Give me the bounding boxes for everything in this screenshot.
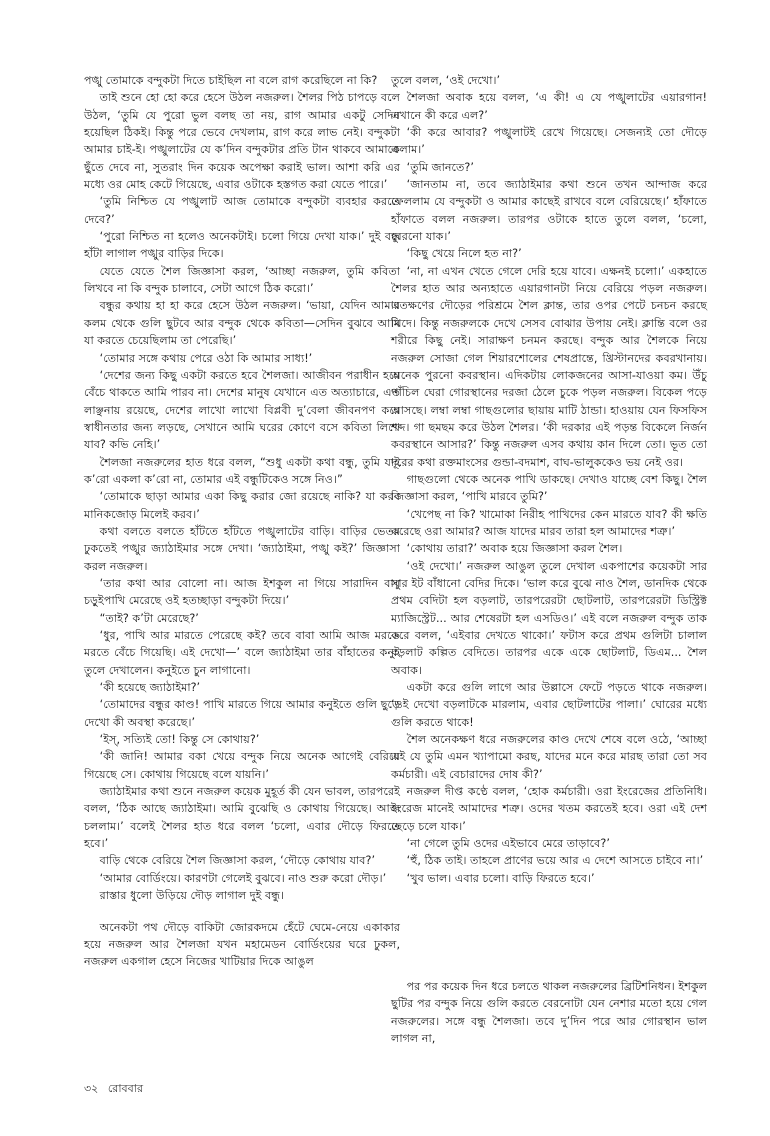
paragraph: ‘তুমি নিশ্চিত যে পঙ্খুলাট আজ তোমাকে বন্দুকটা ব্যবহার করতে দেবে?’ <box>84 195 400 226</box>
paragraph: গাছগুলো থেকে অনেক পাখি ডাকছে। দেখাও যাচ্ছে বেশ কিছু। শৈল জিজ্ঞাসা করল, ‘পাখি মারবে তুমি?’ <box>391 472 707 504</box>
paragraph: ‘আমার বোর্ডিংয়ে। কারণটা গেলেই বুঝবে। নাও শুরু করো দৌড়।’ <box>99 871 387 885</box>
paragraph: ‘তোমাকে ছাড়া আমার একা কিছু করার জো রয়েছে নাকি? যা করব মানিকজোড় মিলেই করব।’ <box>84 490 400 521</box>
paragraph: বাড়ি থেকে বেরিয়ে শৈল জিজ্ঞাসা করল, ‘দৌড়ে কোথায় যাব?’ <box>99 854 375 868</box>
paragraph: ‘পুরো নিশ্চিত না হলেও অনেকটাই। চলো গিয়ে দেখা যাক।’ দুই বন্ধু হাঁটা লাগাল পঙ্খুর বাড়ির দিকে। <box>84 230 400 261</box>
paragraph: শৈলজা অবাক হয়ে বলল, ‘এ কী! এ যে পঙ্খুলাটের এয়ারগান! এখানে কী করে এল?’ <box>391 91 707 122</box>
section-name: রোববার <box>107 1082 144 1095</box>
paragraph: ‘তার কথা আর বোলো না। আজ ইশকুল না গিয়ে সারাদিন বাবু চড়ুইপাখি মেরেছে ওই হতচ্ছাড়া বন্দুকটা দিয়ে।’ <box>84 576 400 608</box>
paragraph: পর পর কয়েক দিন ধরে চলতে থাকল নজরুলের ব্রিটিশনিধন। ইশকুল ছুটির পর বন্দুক নিয়ে গুলি করতে বেরনোটা যেন নেশার মতো হয়ে গেল নজরুলের। সঙ্গে বন্ধু শৈলজা। তবে দু’দিন পরে আর গোরস্থান ভাল লাগল না, <box>391 980 707 1046</box>
paragraph: ‘তোমাদের বন্ধুর কাণ্ড! পাখি মারতে গিয়ে আমার কনুইতে গুলি ছুড়ে দেখো কী অবস্থা করেছে।’ <box>84 698 400 729</box>
paragraph: ‘জানতাম না, তবে জ্যাঠাইমার কথা শুনে তখন আন্দাজ করে ফেললাম যে বন্দুকটা ও আমার কাছেই রাখবে বলে বেরিয়েছে।’ হাঁফাতে হাঁফাতে বলল নজরুল। তারপর ওটাকে হাতে তুলে বলল, ‘চলো, বেরনো যাক।’ <box>391 178 707 244</box>
paragraph: ‘কী করে আবার? পঙ্খুলাটই রেখে গিয়েছে। সেজন্যই তো দৌড়ে এলাম।’ <box>391 126 707 157</box>
paragraph: ‘কী হয়েছে জ্যাঠাইমা?’ <box>99 681 201 695</box>
paragraph: ‘দেশের জন্য কিছু একটা করতে হবে শৈলজা। আজীবন পরাধীন হয়ে বেঁচে থাকতে আমি পারব না। দেশের মানুষ যেখানে এত অত্যাচারে, এত লাঞ্ছনায় রয়েছে, দেশের লাখো লাখো বিপ্লবী দু’বেলা জীবনপণ করে স্বাধীনতার জন্য লড়ছে, সেখানে আমি ঘরের কোণে বসে কবিতা লিখে যাব? কভি নেহি।’ <box>84 368 400 452</box>
paragraph: ‘না গেলে তুমি ওদের এইভাবে মেরে তাড়াবে?’ <box>406 837 610 851</box>
paragraph: “তাই? ক’টা মেরেছে?’ <box>99 611 199 625</box>
paragraph: শৈলজা নজরুলের হাত ধরে বলল, “শুধু একটা কথা বন্ধু, তুমি যাই ক’রো একলা ক’রো না, তোমার এই বন্ধুটিকেও সঙ্গে নিও।” <box>84 455 400 486</box>
paragraph: ‘ধুর, পাখি আর মারতে পেরেছে কই? তবে বাবা আমি আজ মরতে মরতে বেঁচে গিয়েছি। এই দেখো—’ বলে জ্যাঠাইমা তার বাঁহাতের কনুই তুলে দেখালেন। কনুইতে চুন লাগানো। <box>84 629 400 677</box>
paragraph: ‘খুব ভাল। এবার চলো। বাড়ি ফিরতে হবে।’ <box>406 871 595 885</box>
left-column <box>84 72 400 971</box>
paragraph: ‘ইস্‌, সত্যিই তো! কিন্তু সে কোথায়?’ <box>99 733 260 747</box>
page-footer <box>84 1080 149 1099</box>
paragraph: ‘কোথায় তারা?’ অবাক হয়ে জিজ্ঞাসা করল শৈল। <box>406 542 623 556</box>
paragraph: কথা বলতে বলতে হাঁটতে হাঁটতে পঙ্খুলাটের বাড়ি। বাড়ির ভেতর ঢুকতেই পঙ্খুর জ্যাঠাইমার সঙ্গে দেখা। ‘জ্যাঠাইমা, পঙ্খু কই?’ জিজ্ঞাসা করল নজরুল। <box>84 524 400 573</box>
right-column-continuation <box>391 978 707 1047</box>
paragraph: যেতে যেতে শৈল জিজ্ঞাসা করল, ‘আচ্ছা নজরুল, তুমি কবিতা লিখবে না কি বন্দুক চালাবে, সেটা আগে ঠিক করো।’ <box>84 264 400 296</box>
paragraph: রাস্তার ধুলো উড়িয়ে দৌড় লাগাল দুই বন্ধু। <box>99 889 285 903</box>
right-column <box>391 72 707 887</box>
paragraph: ‘তুমি জানতে?’ <box>406 160 474 174</box>
paragraph: ‘হুঁ, ঠিক তাই। তাহলে প্রাণের ভয়ে আর এ দেশে আসতে চাইবে না।’ <box>406 854 704 868</box>
paragraph: ‘তোমার সঙ্গে কথায় পেরে ওঠা কি আমার সাধ্য!’ <box>99 351 313 365</box>
paragraph: একটা করে গুলি লাগে আর উল্লাসে ফেটে পড়তে থাকে নজরুল। ‘ওই দেখো বড়লাটকে মারলাম, এবার ছোটলাটের পালা।’ ঘোরের মধ্যে গুলি করতে থাকে! <box>391 681 707 729</box>
paragraph: অনেকটা পথ দৌড়ে বাকিটা জোরকদমে হেঁটে ঘেমে-নেয়ে একাকার হয়ে নজরুল আর শৈলজা যখন মহামেডন বোর্ডিংয়ের ঘরে ঢুকল, নজরুল একগাল হেসে নিজের খাটিয়ার দিকে আঙুল <box>84 920 400 969</box>
paragraph: জ্যাঠাইমার কথা শুনে নজরুল কয়েক মুহূর্ত কী যেন ভাবল, তারপরেই বলল, ‘ঠিক আছে জ্যাঠাইমা। আমি বুঝেছি ও কোথায় গিয়েছে। আজ চললাম।’ বলেই শৈলর হাত ধরে বলল ‘চলো, এবার দৌড়ে ফিরতে হবে।’ <box>84 785 400 851</box>
paragraph: ‘ওই দেখো।’ নজরুল আঙুল তুলে দেখাল একপাশের কয়েকটা সার সার ইট বাঁধানো বেদির দিকে। ‘ভাল করে বুঝে নাও শৈল, ডানদিক থেকে প্রথম বেদিটা হল বড়লাট, তারপরেরটা ছোটলাট, তারপরেরটা ডিস্ট্রিক্ট ম্যাজিস্ট্রেট... আর শেষেরটা হল এসডিও।’ এই বলে নজরুল বন্দুক তাক করে বলল, ‘এইবার দেখতে থাকো।’ ফটাস করে প্রথম গুলিটা চালাল বড়লাট কল্পিত বেদিতে। তারপর একে একে ছোটলাট, ডিএম... শৈল অবাক। <box>391 559 707 677</box>
paragraph: ‘না, না এখন খেতে গেলে দেরি হয়ে যাবে। এক্ষনই চলো।’ একহাতে শৈলর হাত আর অন্যহাতে এয়ারগানটা নিয়ে বেরিয়ে পড়ল নজরুল। এতক্ষণের দৌড়ের পরিশ্রমে শৈল ক্লান্ত, তার ওপর পেটে চনচন করছে খিদে। কিন্তু নজরুলকে দেখে সেসব বোঝার উপায় নেই। ক্লান্তি বলে ওর শরীরে কিছু নেই। সারাক্ষণ চনমন করছে। বন্দুক আর শৈলকে নিয়ে নজরুল সোজা গেল শিয়ারশোলের শেষপ্রান্তে, খ্রিস্টানদের কবরখানায়। অনেক পুরনো কবরস্থান। এদিকটায় লোকজনের আসা-যাওয়া কম। উঁচু পাঁচিল ঘেরা গোরস্থানের দরজা ঠেলে চুকে পড়ল নজরুল। বিকেল পড়ে আসছে। লম্বা লম্বা গাছগুলোর ছায়ায় মাটি ঠান্ডা। হাওয়ায় যেন ফিসফিস শব্দ। গা ছমছম করে উঠল শৈলর। ‘কী দরকার এই পড়ন্ত বিকেলে নির্জন কবরস্থানে আসার?’ কিন্তু নজরুল এসব কথায় কান দিলে তো। ভূত তো দূরের কথা রক্তমাংসের গুন্ডা-বদমাশ, বাঘ-ভালুককেও ভয় নেই ওর। <box>391 264 707 469</box>
paragraph: শৈল অনেকক্ষণ ধরে নজরুলের কাণ্ড দেখে শেষে বলে ওঠে, ‘আচ্ছা এই যে তুমি এমন খ্যাপামো করছ, যাদের মনে করে মারছ তারা তো সব কর্মচারী। এই বেচারাদের দোষ কী?’ <box>391 733 707 781</box>
paragraph: ‘কী জানি! আমার বকা খেয়ে বন্দুক নিয়ে অনেক আগেই বেরিয়ে গিয়েছে সে। কোথায় গিয়েছে বলে যায়নি।’ <box>84 750 400 781</box>
paragraph: বন্ধুর কথায় হা হা করে হেসে উঠল নজরুল। ‘ভায়া, যেদিন আমার কলম থেকে গুলি ছুটবে আর বন্দুক থেকে কবিতা—সেদিন বুঝবে আমি যা করতে চেয়েছিলাম তা পেরেছি।’ <box>84 299 400 348</box>
paragraph: তাই শুনে হো হো করে হেসে উঠল নজরুল। শৈলর পিঠ চাপড়ে বলে উঠল, ‘তুমি যে পুরো ভুল বলছ তা নয়, রাগ আমার একটু সেদিন হয়েছিল ঠিকই। কিন্তু পরে ভেবে দেখলাম, রাগ করে লাভ নেই। বন্দুকটা আমার চাই-ই। পঙ্খুলাটের যে ক’দিন বন্দুকটার প্রতি টান থাকবে আমাকে ছুঁতে দেবে না, সুতরাং দিন কয়েক অপেক্ষা করাই ভাল। আশা করি এর মধ্যে ওর মোহ কেটে গিয়েছে, এবার ওটাকে হস্তগত করা যেতে পারে।’ <box>84 91 400 192</box>
paragraph: পঙ্খু তোমাকে বন্দুকটা দিতে চাইছিল না বলে রাগ করেছিলে না কি? <box>84 74 378 87</box>
paragraph: নজরুল দীপ্ত কণ্ঠে বলল, ‘হোক কর্মচারী। ওরা ইংরেজের প্রতিনিধি। ইংরেজ মানেই আমাদের শত্রু। ওদের খতম করতেই হবে। ওরা এই দেশ ছেড়ে চলে যাক।’ <box>391 785 707 833</box>
paragraph: ‘কিছু খেয়ে নিলে হত না?’ <box>406 247 522 261</box>
page-number: ৩২ <box>84 1082 99 1095</box>
paragraph: ‘খেপেছ না কি? খামোকা নিরীহ পাখিদের কেন মারতে যাব? কী ক্ষতি করেছে ওরা আমার? আজ যাদের মারব তারা হল আমাদের শত্রু।’ <box>391 507 707 538</box>
paragraph: তুলে বলল, ‘ওই দেখো।’ <box>391 74 501 87</box>
